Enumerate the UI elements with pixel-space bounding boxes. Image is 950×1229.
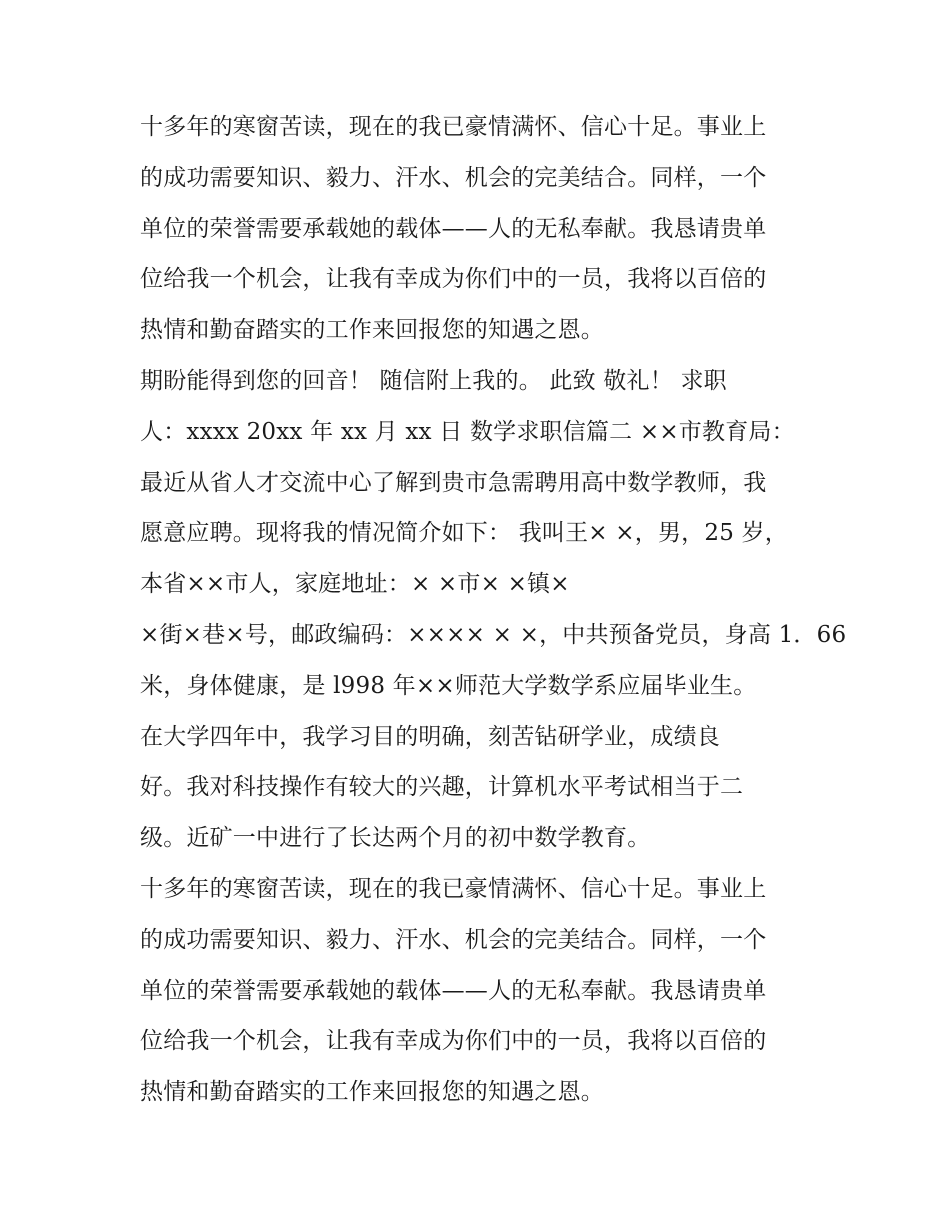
text-line: 十多年的寒窗苦读，现在的我已豪情满怀、信心十足。事业上: [140, 114, 767, 140]
text-line: 的成功需要知识、毅力、汗水、机会的完美结合。同样，一个: [140, 926, 767, 953]
text-line: 十多年的寒窗苦读，现在的我已豪情满怀、信心十足。事业上: [140, 875, 767, 902]
text-line: 愿意应聘。现将我的情况简介如下： 我叫王× ×，男，25 岁，: [140, 520, 788, 547]
letter-body: [140, 102, 847, 1118]
text-line: ×街×巷×号，邮政编码：×××× × ×，中共预备党员，身高 1．66: [140, 621, 847, 648]
text-line: 米，身体健康，是 l998 年××师范大学数学系应届毕业生。: [140, 672, 757, 699]
text-line: 位给我一个机会，让我有幸成为你们中的一员，我将以百倍的: [140, 266, 767, 293]
text-line: 好。我对科技操作有较大的兴趣，计算机水平考试相当于二: [140, 774, 744, 801]
text-line: 的成功需要知识、毅力、汗水、机会的完美结合。同样，一个: [140, 164, 767, 191]
text-line: 本省××市人，家庭地址：× ×市× ×镇×: [140, 571, 570, 598]
text-line: 期盼能得到您的回音！ 随信附上我的。 此致 敬礼！ 求职: [140, 367, 727, 394]
text-line: 单位的荣誉需要承载她的载体——人的无私奉献。我恳请贵单: [140, 977, 767, 1004]
text-line: 在大学四年中，我学习目的明确，刻苦钻研学业，成绩良: [140, 723, 720, 750]
text-line: 热情和勤奋踏实的工作来回报您的知遇之恩。: [140, 1079, 604, 1106]
text-line: 人：xxxx 20xx 年 xx 月 xx 日 数学求职信篇二 ××市教育局：: [140, 418, 795, 445]
text-line: 位给我一个机会，让我有幸成为你们中的一员，我将以百倍的: [140, 1028, 767, 1055]
text-line: 热情和勤奋踏实的工作来回报您的知遇之恩。: [140, 317, 604, 344]
text-line: 级。近矿一中进行了长达两个月的初中数学教育。: [140, 825, 651, 852]
text-line: 单位的荣誉需要承载她的载体——人的无私奉献。我恳请贵单: [140, 215, 767, 242]
text-line: 最近从省人才交流中心了解到贵市急需聘用高中数学教师，我: [140, 469, 767, 496]
